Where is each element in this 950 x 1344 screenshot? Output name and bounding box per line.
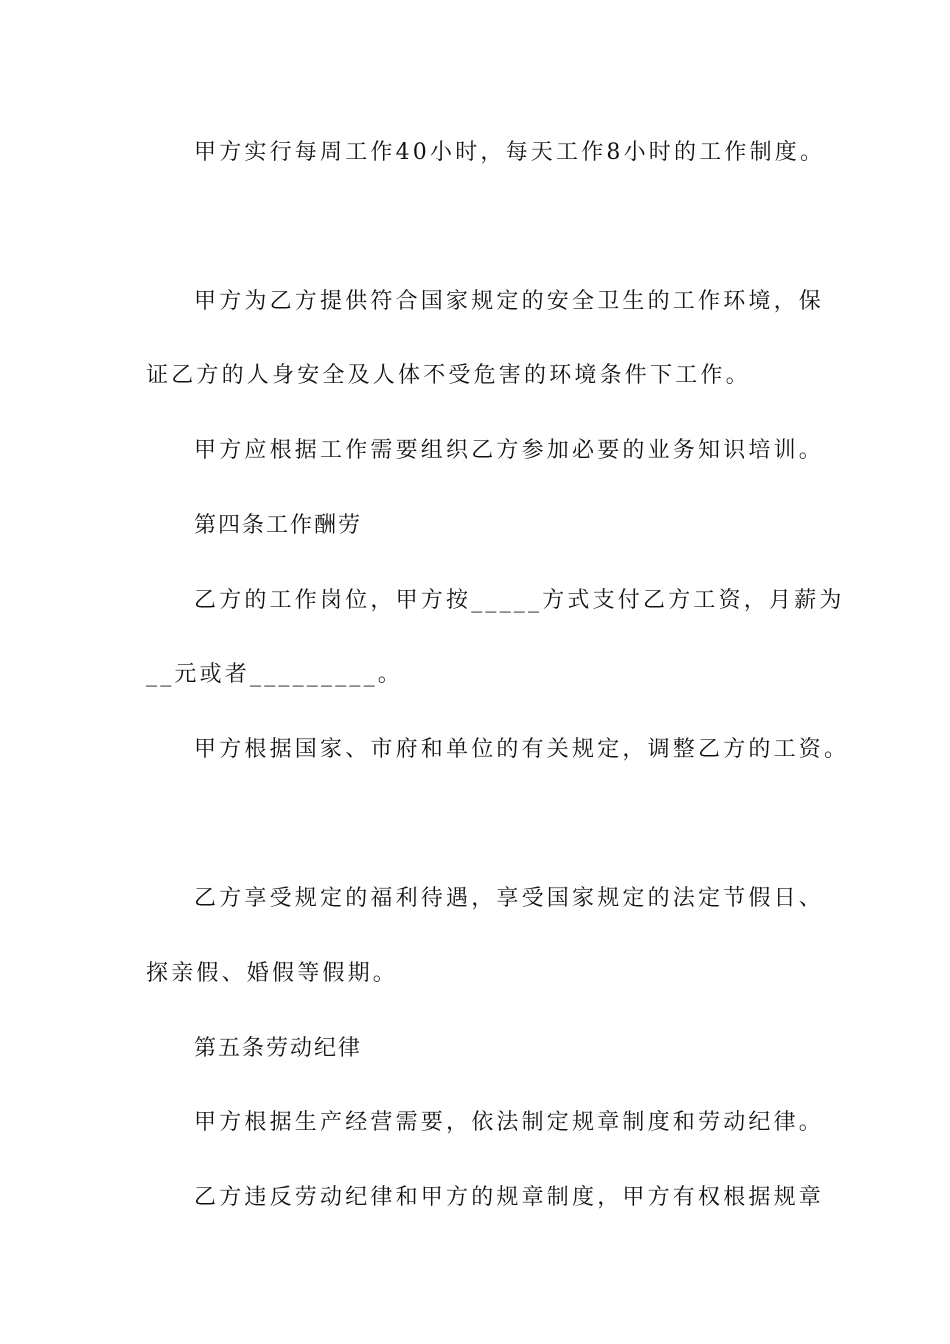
paragraph-salary-line-1: 乙方的工作岗位，甲方按_____方式支付乙方工资，月薪为	[194, 588, 845, 613]
paragraph-benefits-line-2: 探亲假、婚假等假期。	[146, 961, 399, 986]
paragraph-violation: 乙方违反劳动纪律和甲方的规章制度，甲方有权根据规章	[194, 1185, 825, 1210]
section-heading-remuneration: 第四条工作酬劳	[194, 513, 363, 538]
paragraph-safety-line-2: 证乙方的人身安全及人体不受危害的环境条件下工作。	[146, 363, 751, 388]
paragraph-benefits-line-1: 乙方享受规定的福利待遇，享受国家规定的法定节假日、	[194, 886, 825, 911]
paragraph-salary-adjustment: 甲方根据国家、市府和单位的有关规定，调整乙方的工资。	[194, 737, 850, 762]
paragraph-working-hours: 甲方实行每周工作40小时，每天工作8小时的工作制度。	[194, 140, 826, 165]
paragraph-training: 甲方应根据工作需要组织乙方参加必要的业务知识培训。	[194, 438, 825, 463]
paragraph-salary-line-2: __元或者_________。	[146, 662, 404, 687]
paragraph-rules: 甲方根据生产经营需要，依法制定规章制度和劳动纪律。	[194, 1110, 825, 1135]
section-heading-discipline: 第五条劳动纪律	[194, 1036, 363, 1061]
paragraph-safety-line-1: 甲方为乙方提供符合国家规定的安全卫生的工作环境，保	[194, 289, 825, 314]
